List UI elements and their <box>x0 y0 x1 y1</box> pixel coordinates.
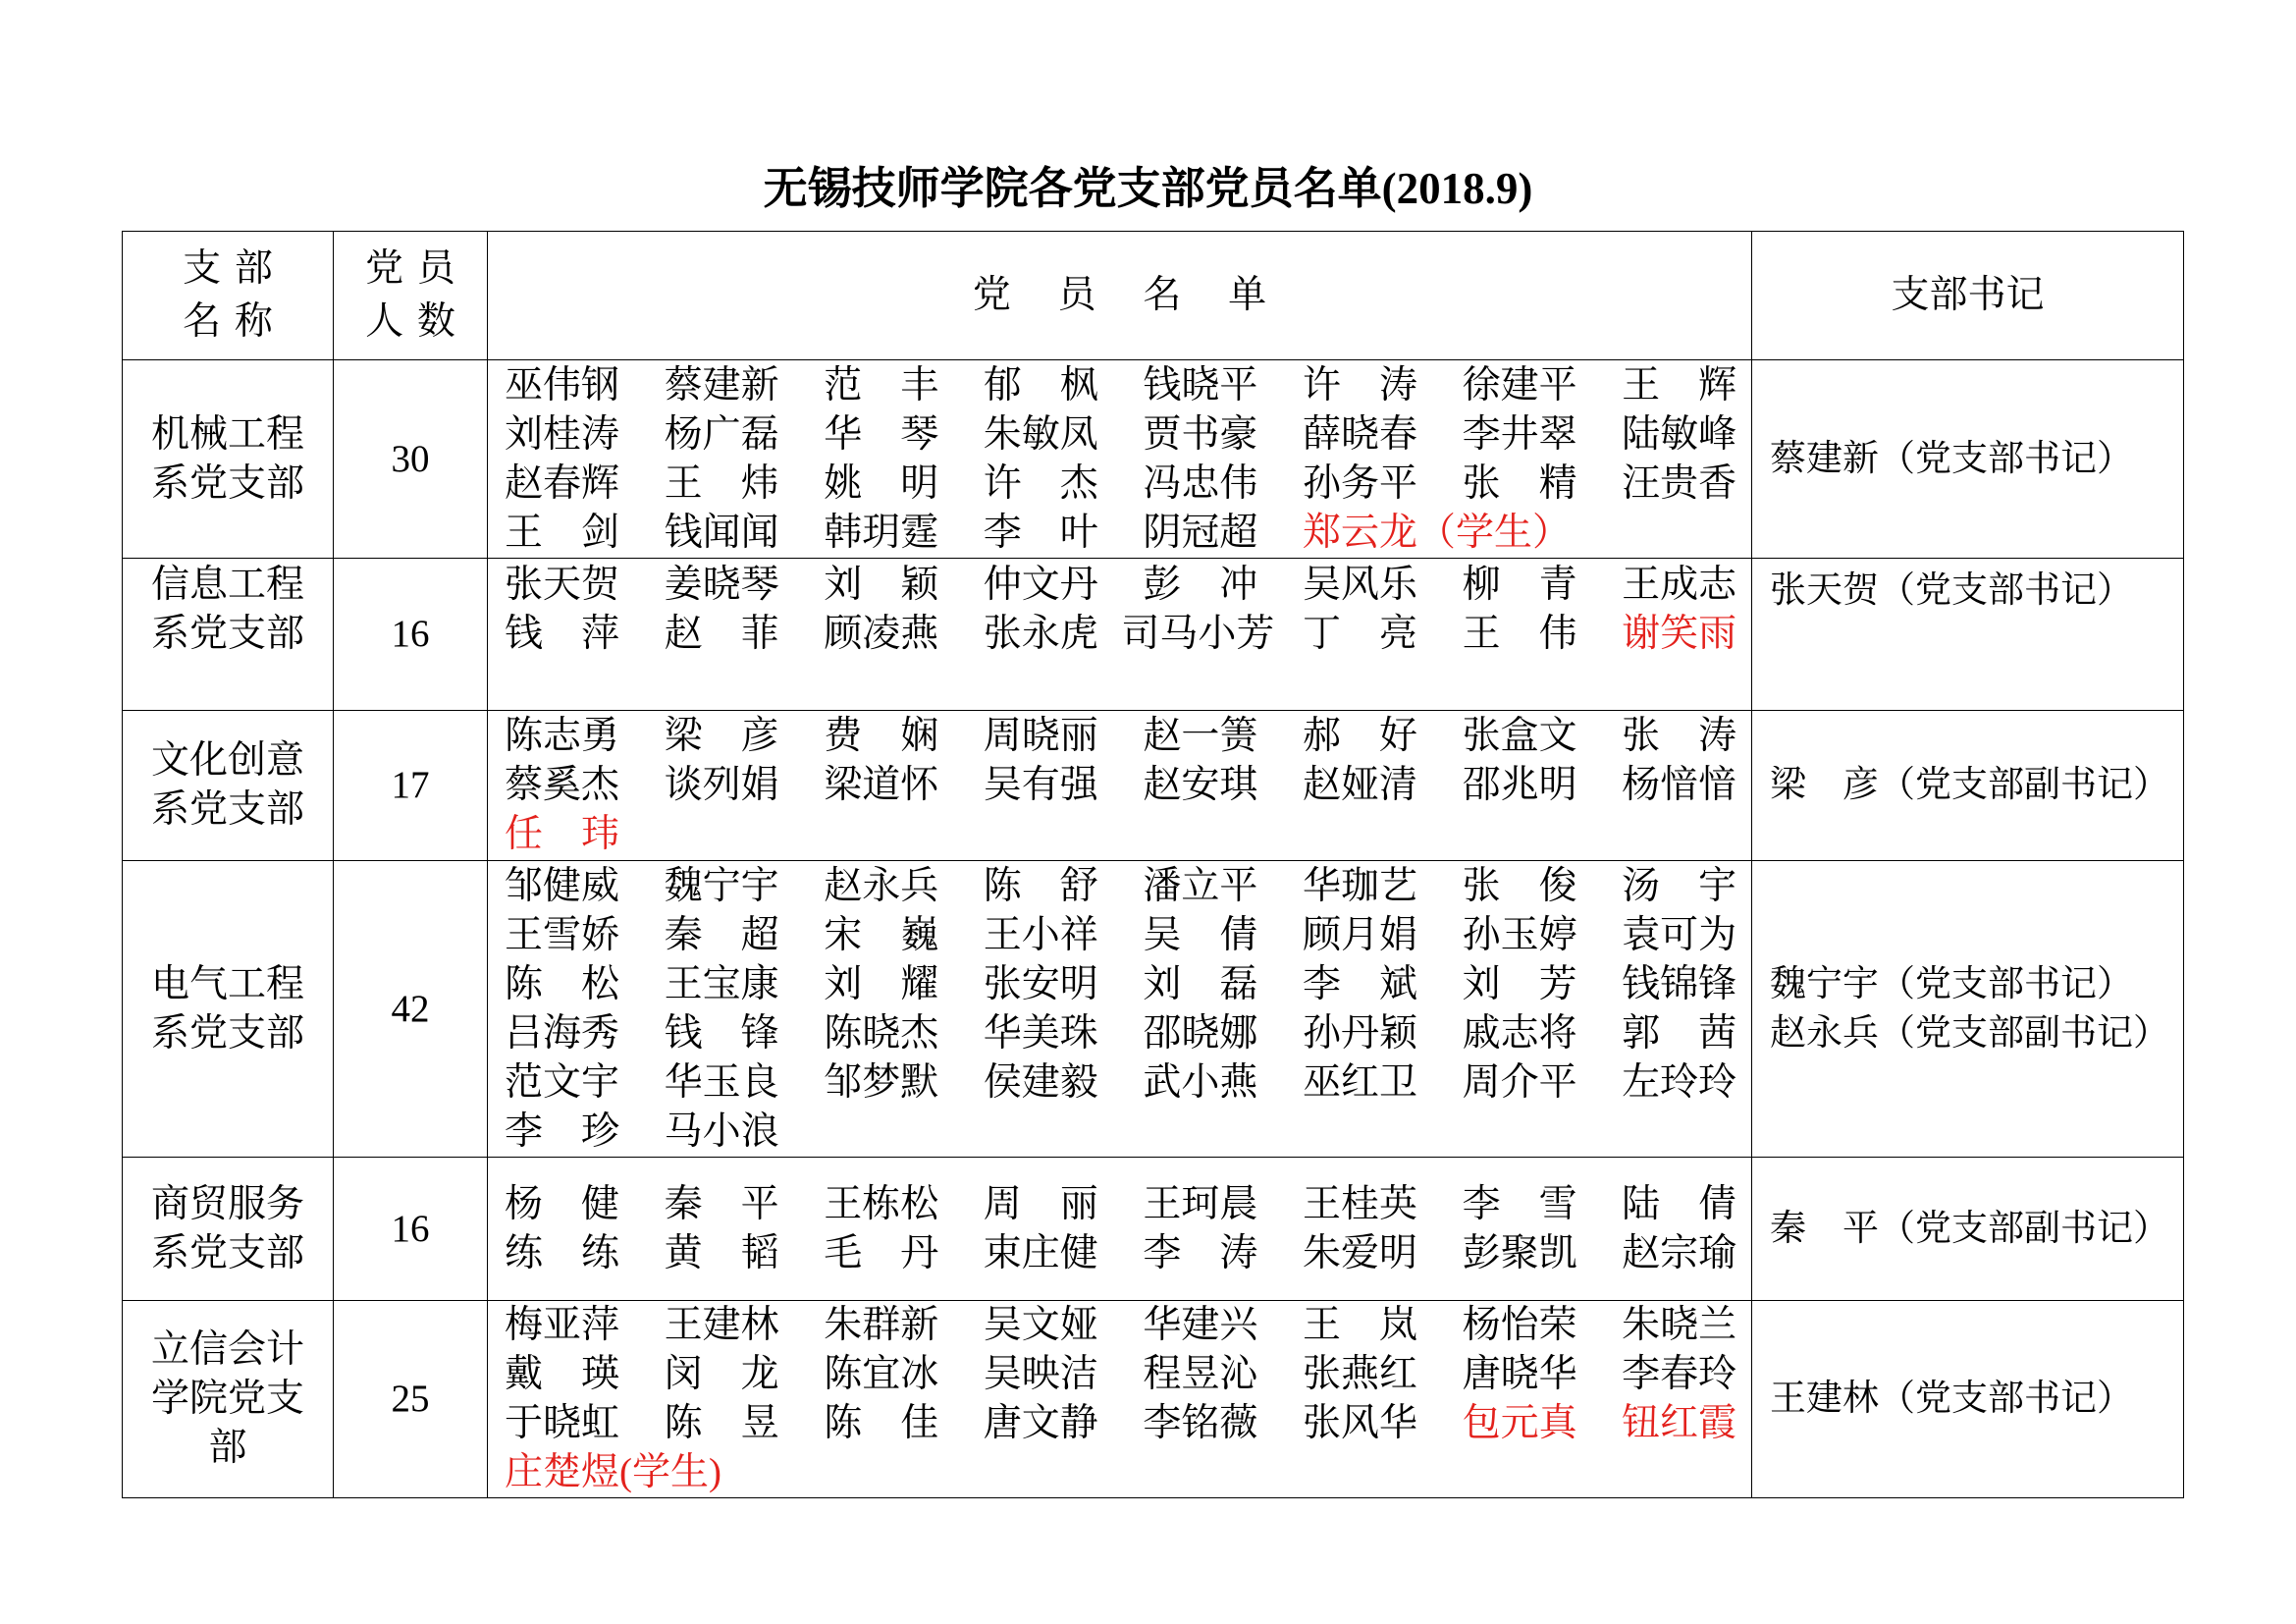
branch-name-line: 学院党支 <box>150 1378 304 1420</box>
branch-name-line: 立信会计 <box>150 1328 304 1371</box>
member-name: 汤 宇 <box>1622 864 1737 907</box>
member-name: 刘 颖 <box>824 564 939 606</box>
member-name: 王建林 <box>664 1304 779 1346</box>
branch-name-line: 机械工程 <box>150 412 304 456</box>
member-name: 赵一箦 <box>1143 715 1258 757</box>
branch-name-line: 系党支部 <box>150 1231 304 1274</box>
member-name: 谈列娟 <box>664 764 779 806</box>
member-name: 赵 菲 <box>664 613 779 655</box>
member-count: 16 <box>391 1207 430 1250</box>
member-name: 周介平 <box>1462 1060 1577 1104</box>
member-line <box>505 1108 1751 1157</box>
member-name: 杨 健 <box>505 1182 620 1225</box>
member-name: 顾凌燕 <box>824 613 939 655</box>
member-name: 钱 萍 <box>505 613 620 655</box>
member-name: 王桂英 <box>1302 1182 1417 1225</box>
member-name: 柳 青 <box>1462 564 1577 606</box>
secretary-cell <box>1752 861 2184 1158</box>
member-count-cell <box>334 559 488 711</box>
secretary-cell <box>1752 360 2184 559</box>
member-name: 朱爱明 <box>1302 1231 1417 1274</box>
member-name: 梁道怀 <box>824 764 939 806</box>
member-name: 梁 彦 <box>664 715 779 757</box>
branch-name-cell <box>123 1301 334 1498</box>
member-name: 侯建毅 <box>983 1060 1098 1104</box>
member-name: 赵宗瑜 <box>1622 1231 1737 1274</box>
member-name: 李 珍 <box>505 1110 620 1153</box>
branch-row <box>123 559 2184 711</box>
member-name: 刘 芳 <box>1462 962 1577 1005</box>
member-name: 赵永兵 <box>824 864 939 907</box>
secretary-cell <box>1752 1301 2184 1498</box>
secretary-name: 赵永兵（党支部副书记） <box>1770 1012 2169 1054</box>
member-line <box>505 1448 1751 1497</box>
branch-name-line: 文化创意 <box>150 739 304 782</box>
member-name: 张 精 <box>1462 461 1577 505</box>
member-name-highlighted: 任 玮 <box>505 813 620 855</box>
member-name: 闵 龙 <box>664 1353 779 1395</box>
member-name-highlighted: 包元真 <box>1462 1402 1577 1444</box>
member-name: 陈 昱 <box>664 1402 779 1444</box>
member-line <box>505 1180 1751 1229</box>
member-name: 汪贵香 <box>1622 461 1737 505</box>
secretary-cell <box>1752 559 2184 711</box>
member-name: 梅亚萍 <box>505 1304 620 1346</box>
member-name: 吕海秀 <box>505 1011 620 1055</box>
member-name: 钱晓平 <box>1143 363 1258 406</box>
member-list-cell <box>488 1301 1752 1498</box>
member-name: 赵春辉 <box>505 461 620 505</box>
member-name-highlighted: 庄楚煜(学生) <box>505 1451 721 1493</box>
member-name: 贾书豪 <box>1143 412 1258 456</box>
member-count: 16 <box>391 613 430 655</box>
member-count-cell <box>334 711 488 861</box>
branch-row <box>123 711 2184 861</box>
document-title: 无锡技师学院各党支部党员名单(2018.9) <box>763 164 1533 213</box>
member-count: 42 <box>391 987 430 1030</box>
branch-name-cell <box>123 559 334 711</box>
member-line <box>505 509 1751 558</box>
member-name: 黄 韬 <box>664 1231 779 1274</box>
member-name: 刘 耀 <box>824 962 939 1005</box>
member-name: 丁 亮 <box>1302 613 1417 655</box>
member-line <box>505 862 1751 911</box>
secretary-name: 蔡建新（党支部书记） <box>1770 438 2133 479</box>
member-name: 马小浪 <box>664 1110 779 1153</box>
branch-name-line: 信息工程 <box>150 564 304 606</box>
member-name: 张安明 <box>983 962 1098 1005</box>
member-name: 郝 好 <box>1302 715 1417 757</box>
member-name: 赵安琪 <box>1143 764 1258 806</box>
member-name: 王 剑 <box>505 511 620 554</box>
member-name-highlighted: 钮红霞 <box>1622 1402 1737 1444</box>
member-name: 蔡建新 <box>664 363 779 406</box>
member-name: 朱敏凤 <box>983 412 1098 456</box>
member-name: 张永虎 <box>983 613 1098 655</box>
branch-name-line: 系党支部 <box>150 788 304 831</box>
branch-name-cell <box>123 1158 334 1301</box>
member-name: 王成志 <box>1622 564 1737 606</box>
branch-row <box>123 360 2184 559</box>
member-name: 于晓虹 <box>505 1402 620 1444</box>
branch-name-cell <box>123 861 334 1158</box>
member-name: 李 雪 <box>1462 1182 1577 1225</box>
member-name: 王雪娇 <box>505 913 620 956</box>
branch-name-line: 系党支部 <box>150 461 304 505</box>
member-count-cell <box>334 1158 488 1301</box>
member-list-cell <box>488 861 1752 1158</box>
branch-row <box>123 1158 2184 1301</box>
member-name: 王 炜 <box>664 461 779 505</box>
member-name: 孙玉婷 <box>1462 913 1577 956</box>
member-name: 许 涛 <box>1302 363 1417 406</box>
header-count-line1: 党 员 <box>365 247 455 290</box>
member-name-highlighted: 谢笑雨 <box>1622 613 1737 655</box>
header-count-line2: 人 数 <box>365 300 455 343</box>
member-name: 左玲玲 <box>1622 1060 1737 1104</box>
header-secretary: 支部书记 <box>1752 232 2184 360</box>
member-name: 王小祥 <box>983 913 1098 956</box>
member-name: 秦 超 <box>664 913 779 956</box>
member-name: 仲文丹 <box>983 564 1098 606</box>
branch-name-cell <box>123 360 334 559</box>
member-name: 张 俊 <box>1462 864 1577 907</box>
member-name: 王 辉 <box>1622 363 1737 406</box>
member-name: 陆 倩 <box>1622 1182 1737 1225</box>
member-name: 张燕红 <box>1302 1353 1417 1395</box>
member-name: 朱群新 <box>824 1304 939 1346</box>
secretary-name: 张天贺（党支部书记） <box>1770 570 2133 611</box>
member-count: 25 <box>391 1378 430 1420</box>
member-line <box>505 460 1751 509</box>
secretary-name: 王建林（党支部书记） <box>1770 1379 2133 1419</box>
member-name: 张盒文 <box>1462 715 1577 757</box>
member-line <box>505 1350 1751 1399</box>
member-name: 刘 磊 <box>1143 962 1258 1005</box>
member-name: 姜晓琴 <box>664 564 779 606</box>
member-name: 薛晓春 <box>1302 412 1417 456</box>
branch-name-line: 系党支部 <box>150 1011 304 1055</box>
branch-name-line: 系党支部 <box>150 613 304 655</box>
member-line <box>505 761 1751 810</box>
member-name: 王 岚 <box>1302 1304 1417 1346</box>
member-name: 许 杰 <box>983 461 1098 505</box>
member-name: 宋 巍 <box>824 913 939 956</box>
member-name: 郁 枫 <box>983 363 1098 406</box>
member-name: 王栋松 <box>824 1182 939 1225</box>
secretary-name: 梁 彦（党支部副书记） <box>1770 765 2169 805</box>
branch-name-cell <box>123 711 334 861</box>
header-branch-name <box>123 232 334 360</box>
member-name: 吴有强 <box>983 764 1098 806</box>
member-name: 韩玥霆 <box>824 511 939 554</box>
member-line <box>505 1009 1751 1058</box>
member-line <box>505 361 1751 410</box>
header-branch-line1: 支 部 <box>183 247 273 290</box>
branch-name-line: 部 <box>208 1427 247 1469</box>
member-name: 蔡奚杰 <box>505 764 620 806</box>
member-name: 朱晓兰 <box>1622 1304 1737 1346</box>
member-name: 陈晓杰 <box>824 1011 939 1055</box>
branch-row <box>123 1301 2184 1498</box>
header-member-count <box>334 232 488 360</box>
member-line <box>505 561 1751 610</box>
member-name: 束庄健 <box>983 1231 1098 1274</box>
member-name: 吴文娅 <box>983 1304 1098 1346</box>
header-branch-line2: 名 称 <box>183 300 273 343</box>
member-name: 郭 茜 <box>1622 1011 1737 1055</box>
branch-name-line: 电气工程 <box>150 962 304 1005</box>
member-name: 陈 舒 <box>983 864 1098 907</box>
member-name: 徐建平 <box>1462 363 1577 406</box>
member-name: 王 伟 <box>1462 613 1577 655</box>
member-name: 杨广磊 <box>664 412 779 456</box>
member-count: 17 <box>391 764 430 806</box>
member-name: 邵晓娜 <box>1143 1011 1258 1055</box>
member-name: 邹梦默 <box>824 1060 939 1104</box>
member-name: 司马小芳 <box>1121 613 1275 655</box>
member-line <box>505 1058 1751 1108</box>
member-name: 戚志将 <box>1462 1011 1577 1055</box>
member-name: 武小燕 <box>1143 1060 1258 1104</box>
member-name: 练 练 <box>505 1231 620 1274</box>
member-name: 李 斌 <box>1302 962 1417 1005</box>
member-name: 唐晓华 <box>1462 1353 1577 1395</box>
member-name: 华建兴 <box>1143 1304 1258 1346</box>
member-name: 张天贺 <box>505 564 620 606</box>
member-line <box>505 1301 1751 1350</box>
table-body <box>123 360 2184 1498</box>
member-name: 周 丽 <box>983 1182 1098 1225</box>
member-name: 王宝康 <box>664 962 779 1005</box>
member-name: 范 丰 <box>824 363 939 406</box>
member-line <box>505 960 1751 1009</box>
member-name: 李铭薇 <box>1143 1402 1258 1444</box>
member-name: 李春玲 <box>1622 1353 1737 1395</box>
member-name: 邹健威 <box>505 864 620 907</box>
member-line <box>505 1229 1751 1278</box>
member-name: 阴冠超 <box>1143 511 1258 554</box>
member-name-highlighted: 郑云龙（学生） <box>1302 511 1571 554</box>
member-name: 刘桂涛 <box>505 412 620 456</box>
member-line <box>505 410 1751 460</box>
member-name: 顾月娟 <box>1302 913 1417 956</box>
member-name: 杨怡荣 <box>1462 1304 1577 1346</box>
member-name: 吴映洁 <box>983 1353 1098 1395</box>
member-name: 孙务平 <box>1302 461 1417 505</box>
member-line <box>505 810 1751 859</box>
member-name: 陆敏峰 <box>1622 412 1737 456</box>
member-count-cell <box>334 360 488 559</box>
table-header <box>123 232 2184 360</box>
member-name: 冯忠伟 <box>1143 461 1258 505</box>
member-name: 钱 锋 <box>664 1011 779 1055</box>
branch-row <box>123 861 2184 1158</box>
member-name: 秦 平 <box>664 1182 779 1225</box>
member-name: 邵兆明 <box>1462 764 1577 806</box>
member-name: 吴风乐 <box>1302 564 1417 606</box>
member-name: 华玉良 <box>664 1060 779 1104</box>
member-name: 李 涛 <box>1143 1231 1258 1274</box>
member-name: 费 娴 <box>824 715 939 757</box>
member-name: 孙丹颖 <box>1302 1011 1417 1055</box>
member-line <box>505 610 1751 659</box>
header-row <box>123 232 2184 360</box>
member-name: 唐文静 <box>983 1402 1098 1444</box>
member-name: 陈宜冰 <box>824 1353 939 1395</box>
member-name: 华 琴 <box>824 412 939 456</box>
member-name: 王珂晨 <box>1143 1182 1258 1225</box>
member-name: 彭 冲 <box>1143 564 1258 606</box>
member-name: 李井翠 <box>1462 412 1577 456</box>
member-list-cell <box>488 711 1752 861</box>
member-line <box>505 1399 1751 1448</box>
member-count: 30 <box>391 437 430 480</box>
member-name: 范文宇 <box>505 1060 620 1104</box>
member-list-cell <box>488 1158 1752 1301</box>
member-name: 陈 松 <box>505 962 620 1005</box>
member-name: 毛 丹 <box>824 1231 939 1274</box>
member-line <box>505 712 1751 761</box>
member-name: 周晓丽 <box>983 715 1098 757</box>
member-name: 戴 瑛 <box>505 1353 620 1395</box>
secretary-cell <box>1752 1158 2184 1301</box>
member-name: 巫伟钢 <box>505 363 620 406</box>
secretary-name: 秦 平（党支部副书记） <box>1770 1208 2169 1249</box>
member-name: 张 涛 <box>1622 715 1737 757</box>
header-member-list: 党 员 名 单 <box>488 232 1752 360</box>
member-count-cell <box>334 1301 488 1498</box>
member-name: 程昱沁 <box>1143 1353 1258 1395</box>
secretary-cell <box>1752 711 2184 861</box>
member-list-cell <box>488 360 1752 559</box>
member-name: 华珈艺 <box>1302 864 1417 907</box>
member-name: 巫红卫 <box>1302 1060 1417 1104</box>
member-name: 陈 佳 <box>824 1402 939 1444</box>
member-list-cell <box>488 559 1752 711</box>
member-name: 钱锦锋 <box>1622 962 1737 1005</box>
member-name: 张风华 <box>1302 1402 1417 1444</box>
member-count-cell <box>334 861 488 1158</box>
party-member-roster-table <box>122 231 2184 1498</box>
member-name: 袁可为 <box>1622 913 1737 956</box>
member-name: 华美珠 <box>983 1011 1098 1055</box>
branch-name-line: 商贸服务 <box>150 1182 304 1225</box>
member-name: 陈志勇 <box>505 715 620 757</box>
member-name: 钱闻闻 <box>664 511 779 554</box>
member-name: 李 叶 <box>983 511 1098 554</box>
member-name: 赵娅清 <box>1302 764 1417 806</box>
member-name: 潘立平 <box>1143 864 1258 907</box>
member-line <box>505 911 1751 960</box>
member-name: 杨愔愔 <box>1622 764 1737 806</box>
secretary-name: 魏宁宇（党支部书记） <box>1770 963 2133 1004</box>
member-name: 吴 倩 <box>1143 913 1258 956</box>
member-name: 姚 明 <box>824 461 939 505</box>
member-name: 彭聚凯 <box>1462 1231 1577 1274</box>
member-name: 魏宁宇 <box>664 864 779 907</box>
